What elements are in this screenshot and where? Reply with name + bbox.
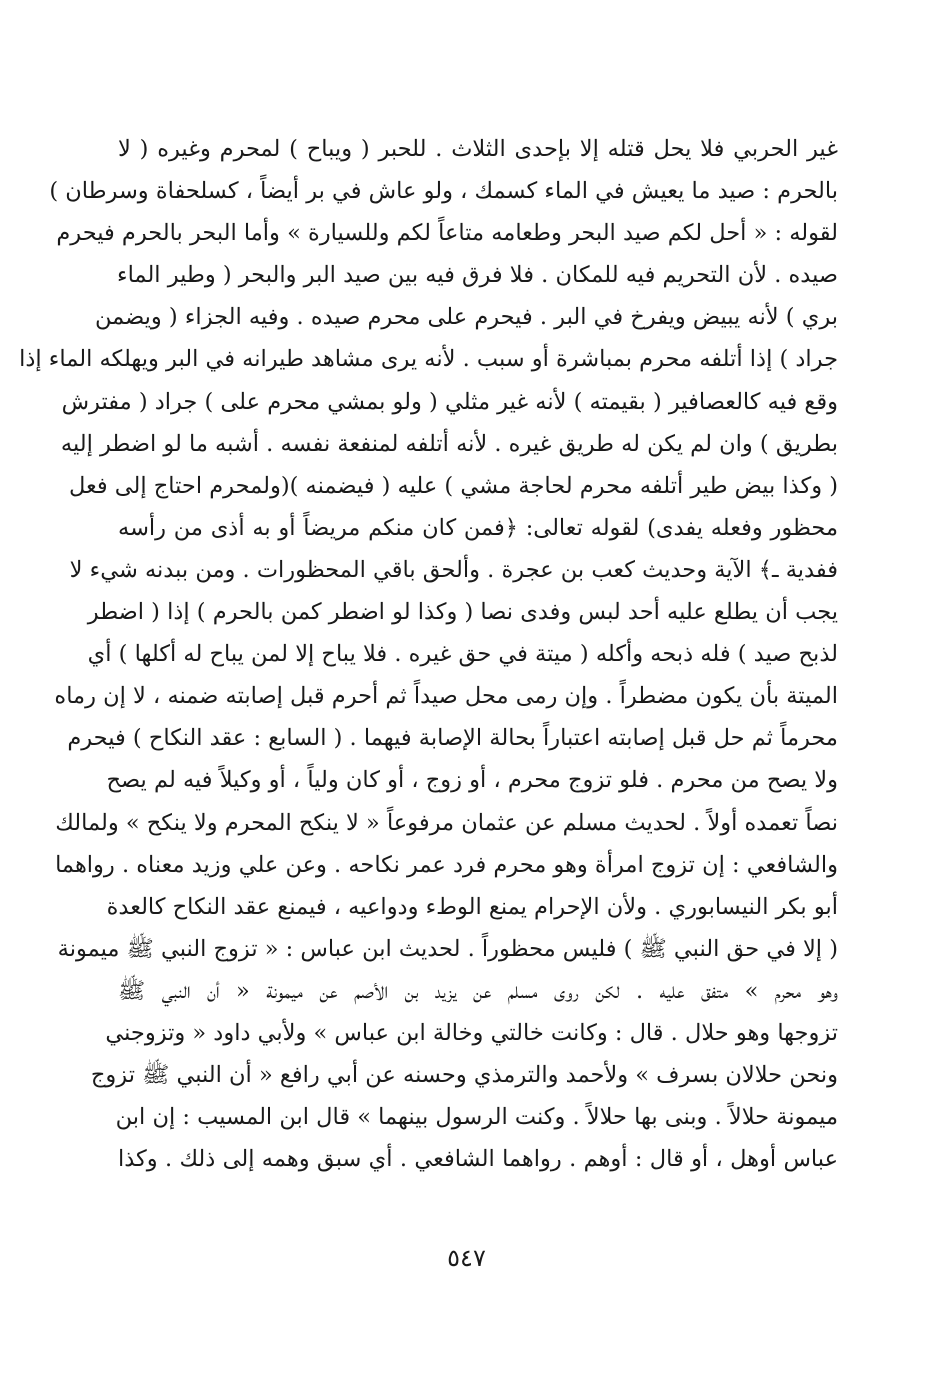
body-text <box>19 128 838 1180</box>
text-line: ( وكذا بيض طير أتلفه محرم لحاجة مشي ) عليه ( فيضمنه )(ولمحرم احتاج إلى فعل <box>68 472 838 499</box>
text-line: نصاً تعمده أولاً . لحديث مسلم عن عثمان مرفوعاً « لا ينكح المحرم ولا ينكح » ولمالك <box>55 809 838 836</box>
text-line: عباس أوهل ، أو قال : أوهم . رواهما الشافعي . أي سبق وهمه إلى ذلك . وكذا <box>118 1146 838 1173</box>
text-line: محرماً ثم حل قبل إصابته اعتباراً بحالة الإصابة فيهما . ( السابع : عقد النكاح ) فيحرم <box>67 725 838 752</box>
text-line: وقع فيه كالعصافير ( بقيمته ) لأنه غير مثلي ( ولو بمشي محرم على ) جراد ( مفترش <box>61 388 838 415</box>
text-line: يجب أن يطلع عليه أحد لبس وفدى نصا ( وكذا لو اضطر كمن بالحرم ) إذا ( اضطر <box>87 599 838 626</box>
text-line: محظور وفعله يفدى) لقوله تعالى: ﴿فمن كان منكم مريضاً أو به أذى من رأسه <box>118 514 838 541</box>
text-line: ففدية ـ﴾ الآية وحديث كعب بن عجرة . وألحق باقي المحظورات . ومن ببدنه شيء لا <box>69 556 838 583</box>
text-line: جراد ) إذا أتلفه محرم بمباشرة أو سبب . لأنه يرى مشاهد طيرانه في البر ويهلكه الماء إذا <box>19 346 838 373</box>
text-line: والشافعي : إن تزوج امرأة وهو محرم فرد عمر نكاحه . وعن علي وزيد معناه . رواهما <box>55 851 838 878</box>
text-line: بالحرم : صيد ما يعيش في الماء كسمك ، ولو عاش في بر أيضاً ، كسلحفاة وسرطان ) <box>49 178 838 205</box>
text-line: ( إلا في حق النبي ﷺ ) فليس محظوراً . لحديث ابن عباس : « تزوج النبي ﷺ ميمونة <box>57 935 838 962</box>
page-number: ٥٤٧ <box>447 1244 486 1272</box>
text-line: الميتة بأن يكون مضطراً . وإن رمى محل صيداً ثم أحرم قبل إصابته ضمنه ، لا إن رماه <box>54 683 838 710</box>
text-line: تزوجها وهو حلال . قال : وكانت خالتي وخالة ابن عباس » ولأبي داود « وتزوجني <box>105 1019 838 1046</box>
text-line: ولا يصح من محرم . فلو تزوج محرم ، أو زوج ، أو كان ولياً ، أو وكيلاً فيه لم يصح <box>106 767 838 794</box>
text-line: وهو محرم » متفق عليه . لكن روى مسلم عن يزيد بن الأصم عن ميمونة « أن النبي ﷺ <box>118 977 838 1004</box>
text-line: ميمونة حلالاً . وبنى بها حلالاً . وكنت الرسول بينهما » قال ابن المسيب : إن ابن <box>115 1104 838 1131</box>
text-line: لذبح صيد ) فله ذبحه وأكله ( ميتة في حق غيره . فلا يباح إلا لمن يباح له أكلها ) أي <box>87 641 838 668</box>
text-line: أبو بكر النيسابوري . ولأن الإحرام يمنع الوطء ودواعيه ، فيمنع عقد النكاح كالعدة <box>106 893 838 920</box>
text-line: غير الحربي فلا يحل قتله إلا بإحدى الثلاث . للحبر ( ويباح ) لمحرم وغيره ( لا <box>118 136 838 162</box>
text-line: لقوله : « أحل لكم صيد البحر وطعامه متاعاً لكم وللسيارة » وأما البحر بالحرم فيحرم <box>56 220 838 247</box>
text-line: بطريق ) وان لم يكن له طريق غيره . لأنه أتلفه لمنفعة نفسه . أشبه ما لو اضطر إليه <box>60 430 838 457</box>
text-line: ونحن حلالان بسرف » ولأحمد والترمذي وحسنه عن أبي رافع « أن النبي ﷺ تزوج <box>90 1062 838 1089</box>
text-line: بري ) لأنه يبيض ويفرخ في البر . فيحرم على محرم صيده . وفيه الجزاء ( ويضمن <box>95 304 838 331</box>
text-line: صيده . لأن التحريم فيه للمكان . فلا فرق فيه بين صيد البر والبحر ( وطير الماء <box>117 262 838 289</box>
